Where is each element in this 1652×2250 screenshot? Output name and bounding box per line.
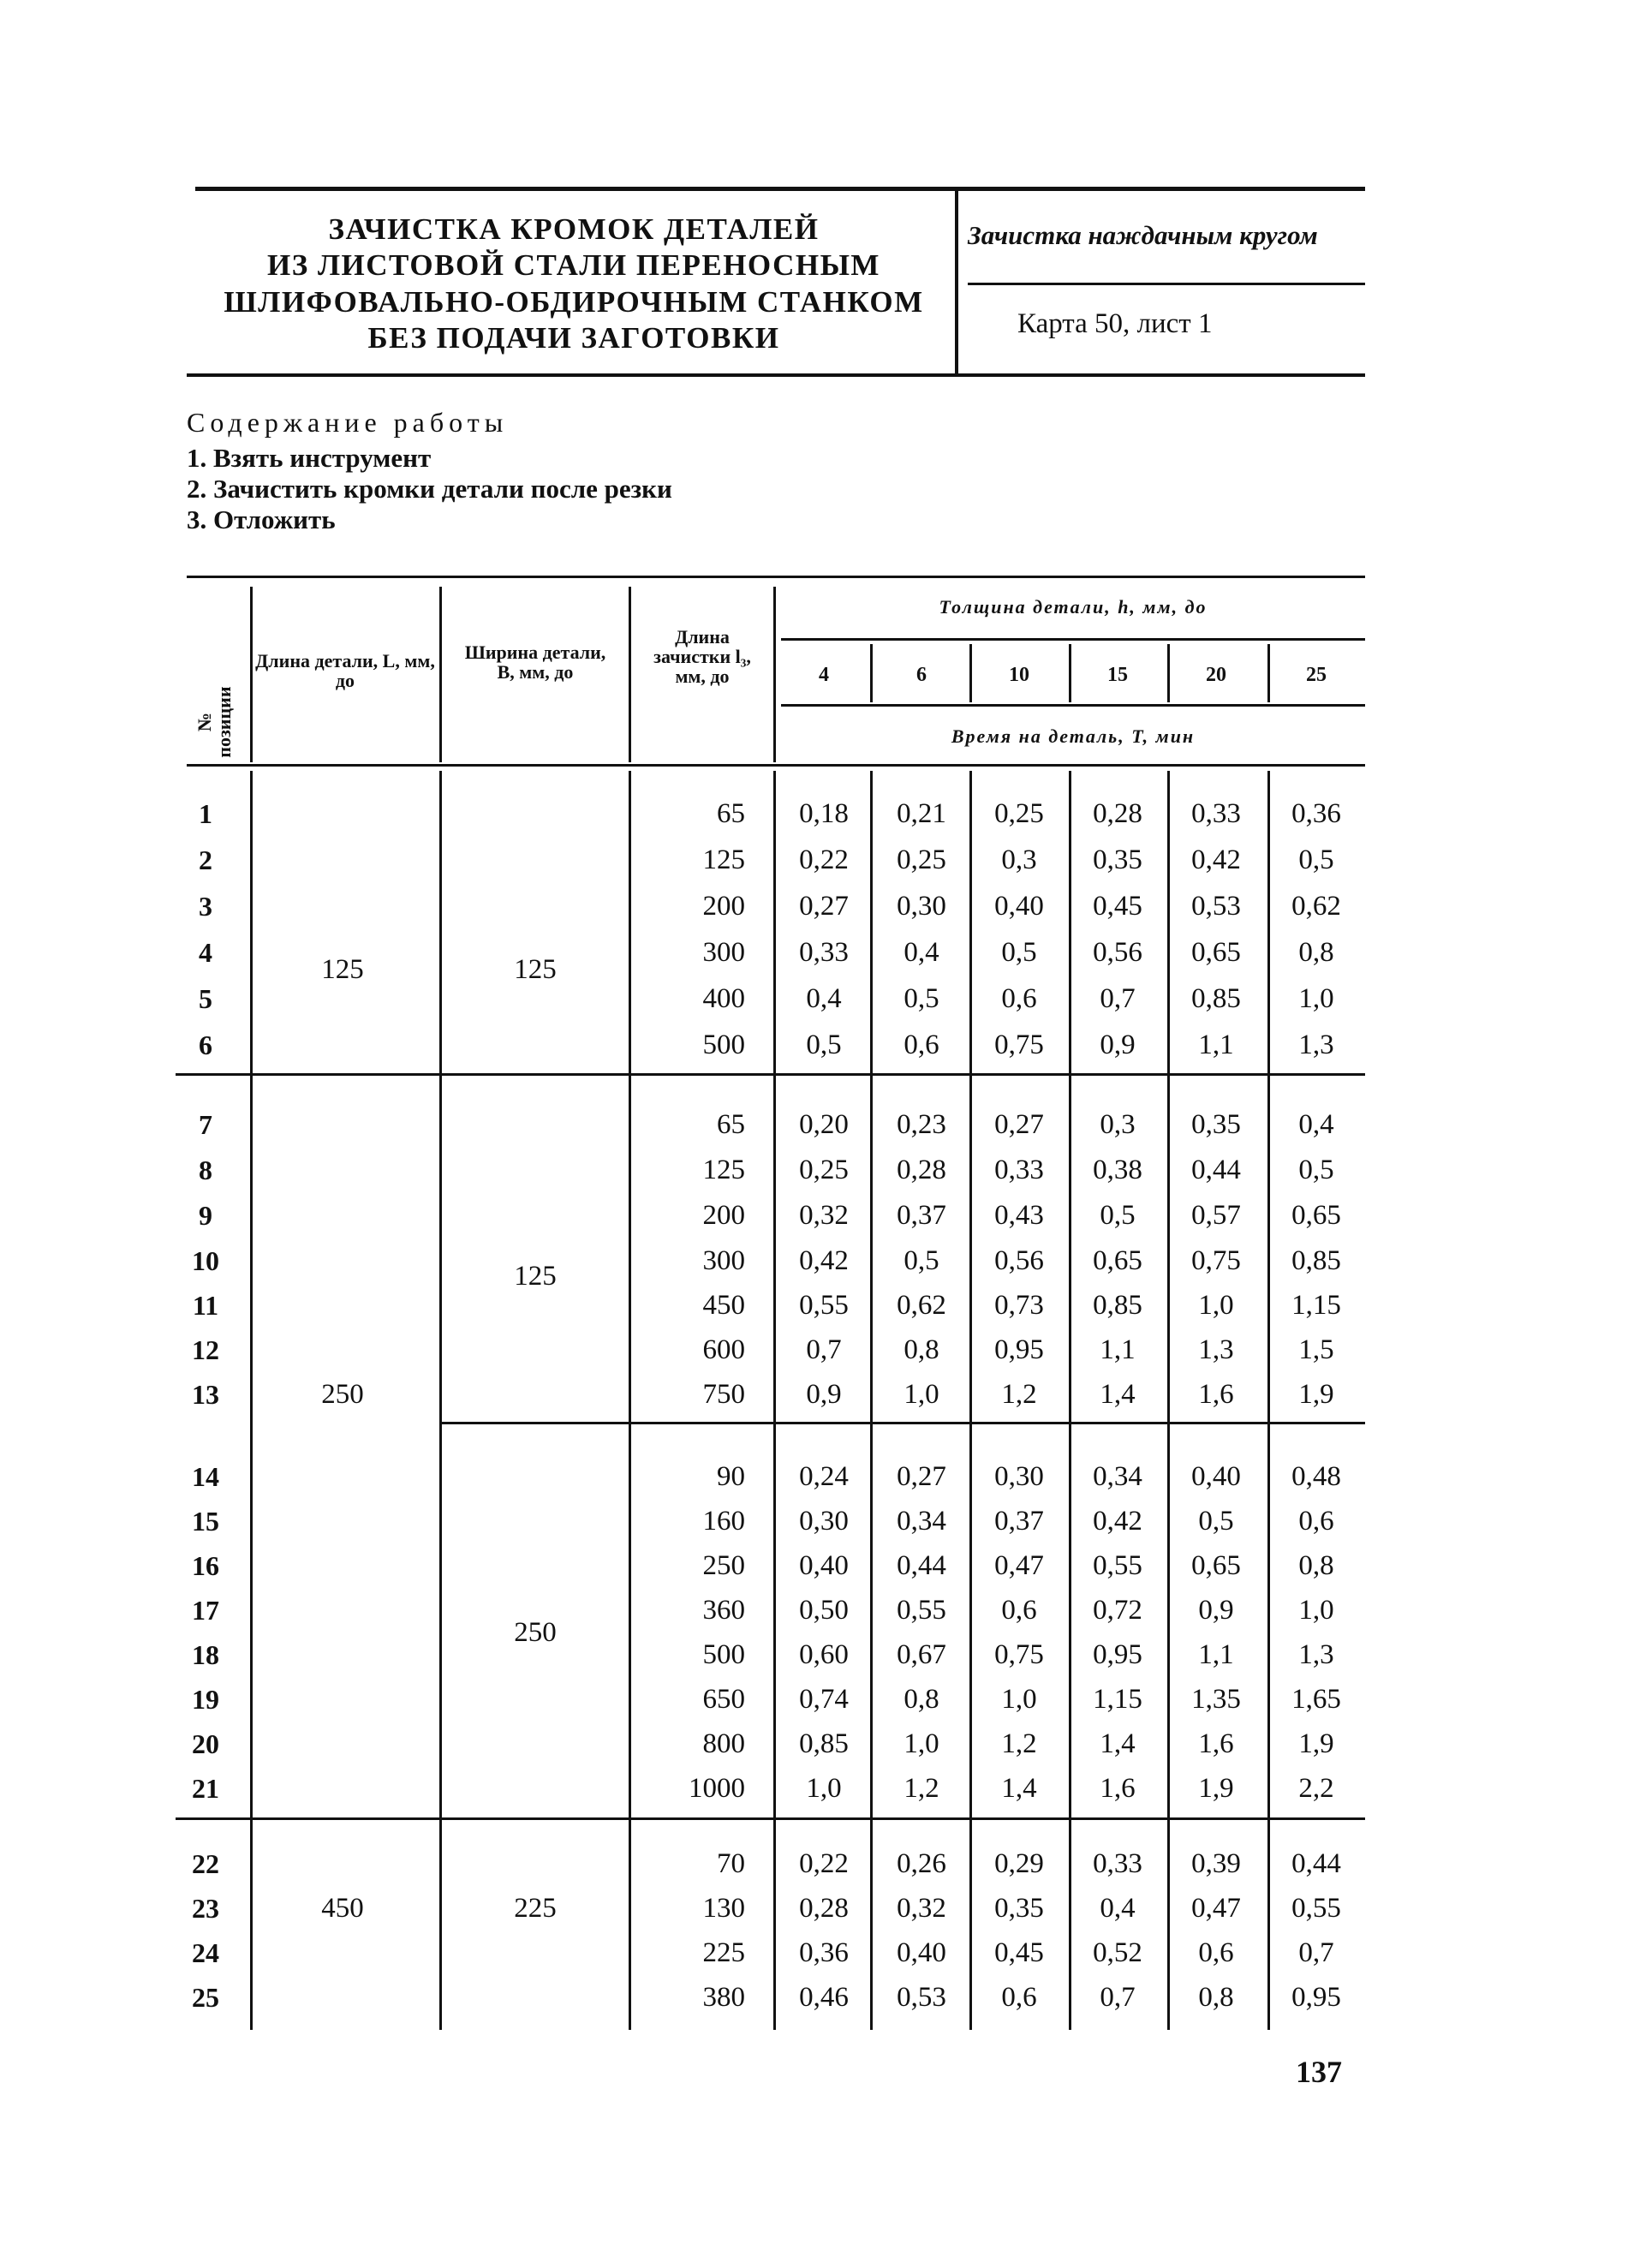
time-value: 0,21 — [897, 798, 946, 829]
time-value: 0,42 — [1191, 844, 1241, 875]
clean-length-value: 750 — [702, 1379, 745, 1410]
time-value: 0,65 — [1093, 1245, 1142, 1276]
position-number: 23 — [192, 1893, 219, 1924]
time-value: 0,50 — [799, 1595, 849, 1626]
thickness-value: 10 — [1009, 664, 1029, 686]
clean-length-value: 400 — [702, 983, 745, 1014]
clean-length-value: 300 — [702, 1245, 745, 1276]
thickness-value: 20 — [1206, 664, 1226, 686]
time-value: 0,8 — [1198, 1982, 1234, 2013]
time-value: 1,6 — [1198, 1379, 1234, 1410]
group-separator — [176, 1073, 1365, 1076]
time-value: 0,47 — [1191, 1893, 1241, 1924]
time-value: 0,56 — [1093, 937, 1142, 968]
time-value: 0,27 — [994, 1109, 1044, 1140]
detail-width-value: 225 — [514, 1893, 557, 1924]
time-value: 0,8 — [1298, 937, 1334, 968]
time-value: 0,35 — [1093, 844, 1142, 875]
position-number: 1 — [199, 798, 212, 829]
time-value: 0,23 — [897, 1109, 946, 1140]
position-number: 8 — [199, 1155, 212, 1185]
header-right-divider — [968, 283, 1365, 285]
time-value: 0,4 — [1298, 1109, 1334, 1140]
time-value: 1,9 — [1298, 1728, 1334, 1759]
step-1: 1. Взять инструмент — [187, 443, 432, 473]
title-line-1: ЗАЧИСТКА КРОМОК ДЕТАЛЕЙ — [328, 212, 820, 246]
time-value: 0,30 — [897, 891, 946, 922]
time-value: 0,27 — [897, 1461, 946, 1492]
time-value: 0,33 — [1093, 1848, 1142, 1879]
time-value: 0,22 — [799, 844, 849, 875]
clean-length-value: 650 — [702, 1684, 745, 1715]
time-value: 0,45 — [1093, 891, 1142, 922]
thickness-header-divider — [1167, 644, 1170, 702]
position-number: 2 — [199, 844, 212, 875]
time-value: 0,34 — [897, 1506, 946, 1537]
time-value: 1,9 — [1298, 1379, 1334, 1410]
clean-length-value: 360 — [702, 1595, 745, 1626]
time-value: 0,45 — [994, 1937, 1044, 1968]
time-value: 0,6 — [1298, 1506, 1334, 1537]
time-value: 0,40 — [994, 891, 1044, 922]
header-vline-3 — [629, 587, 631, 762]
thickness-header: Толщина детали, h, мм, до — [939, 596, 1208, 618]
time-value: 0,7 — [1298, 1937, 1334, 1968]
clean-length-value: 500 — [702, 1030, 745, 1060]
time-value: 0,42 — [1093, 1506, 1142, 1537]
time-value: 0,44 — [1191, 1155, 1241, 1185]
time-header: Время на деталь, T, мин — [951, 725, 1196, 747]
step-2: 2. Зачистить кромки детали после резки — [187, 474, 672, 504]
time-value: 0,95 — [1093, 1639, 1142, 1670]
time-value: 0,7 — [806, 1334, 842, 1365]
time-value: 1,1 — [1198, 1639, 1234, 1670]
clean-length-value: 65 — [717, 1109, 745, 1140]
time-value: 0,40 — [897, 1937, 946, 1968]
clean-length-value: 65 — [717, 798, 745, 829]
time-value: 1,3 — [1298, 1030, 1334, 1060]
method-label: Зачистка наждачным кругом — [968, 220, 1318, 250]
position-number: 12 — [192, 1334, 219, 1365]
time-value: 0,43 — [994, 1200, 1044, 1231]
time-value: 0,6 — [1198, 1937, 1234, 1968]
time-value: 1,0 — [1198, 1290, 1234, 1321]
time-value: 0,95 — [1291, 1982, 1341, 2013]
time-value: 0,62 — [1291, 891, 1341, 922]
position-number: 25 — [192, 1982, 219, 2013]
time-value: 1,6 — [1100, 1773, 1136, 1804]
time-value: 0,56 — [994, 1245, 1044, 1276]
time-value: 0,5 — [1001, 937, 1037, 968]
time-value: 0,42 — [799, 1245, 849, 1276]
position-number: 19 — [192, 1684, 219, 1715]
card-label: Карта 50, лист 1 — [1017, 308, 1213, 339]
header-vertical-divider — [955, 191, 958, 373]
header-top-rule — [195, 187, 1365, 191]
time-value: 0,5 — [904, 983, 939, 1014]
clean-length-value: 1000 — [689, 1773, 745, 1804]
position-number: 11 — [192, 1290, 219, 1321]
thickness-header-divider — [1069, 644, 1071, 702]
time-value: 0,35 — [994, 1893, 1044, 1924]
clean-length-value: 225 — [702, 1937, 745, 1968]
position-number: 3 — [199, 891, 212, 922]
time-value: 0,67 — [897, 1639, 946, 1670]
time-value: 0,55 — [799, 1290, 849, 1321]
time-value: 0,18 — [799, 798, 849, 829]
group-separator — [439, 1422, 1365, 1424]
time-value: 0,37 — [897, 1200, 946, 1231]
clean-length-header: Длина зачистки l₃, мм, до — [653, 626, 751, 688]
clean-length-value: 380 — [702, 1982, 745, 2013]
time-value: 1,0 — [904, 1728, 939, 1759]
length-header: Длина детали, L, мм, до — [255, 650, 435, 692]
time-value: 0,8 — [904, 1684, 939, 1715]
header-bottom-rule — [187, 373, 1365, 377]
clean-length-value: 160 — [702, 1506, 745, 1537]
position-number: 16 — [192, 1550, 219, 1581]
thickness-value: 6 — [916, 664, 927, 686]
time-value: 0,74 — [799, 1684, 849, 1715]
body-vline — [439, 771, 442, 2030]
time-value: 0,5 — [1298, 1155, 1334, 1185]
time-value: 1,0 — [1001, 1684, 1037, 1715]
time-value: 1,6 — [1198, 1728, 1234, 1759]
table-header-bottom-rule — [187, 764, 1365, 767]
title-line-4: БЕЗ ПОДАЧИ ЗАГОТОВКИ — [367, 321, 780, 355]
clean-length-value: 90 — [717, 1461, 745, 1492]
time-value: 0,46 — [799, 1982, 849, 2013]
time-value: 0,35 — [1191, 1109, 1241, 1140]
time-value: 1,3 — [1298, 1639, 1334, 1670]
clean-length-value: 450 — [702, 1290, 745, 1321]
time-value: 1,0 — [806, 1773, 842, 1804]
time-value: 0,6 — [1001, 1595, 1037, 1626]
detail-width-value: 250 — [514, 1617, 557, 1648]
time-value: 2,2 — [1298, 1773, 1334, 1804]
header-vline-1 — [250, 587, 253, 762]
time-value: 0,5 — [1198, 1506, 1234, 1537]
time-value: 1,5 — [1298, 1334, 1334, 1365]
clean-length-value: 125 — [702, 1155, 745, 1185]
time-value: 1,0 — [904, 1379, 939, 1410]
time-value: 1,2 — [904, 1773, 939, 1804]
time-value: 1,0 — [1298, 1595, 1334, 1626]
time-value: 0,3 — [1100, 1109, 1136, 1140]
time-value: 0,33 — [1191, 798, 1241, 829]
page-number: 137 — [1296, 2055, 1342, 2089]
time-value: 0,25 — [799, 1155, 849, 1185]
detail-length-value: 250 — [321, 1379, 364, 1410]
time-value: 0,53 — [897, 1982, 946, 2013]
time-value: 0,85 — [1093, 1290, 1142, 1321]
detail-width-value: 125 — [514, 954, 557, 985]
position-number: 4 — [199, 937, 212, 968]
time-value: 0,65 — [1191, 937, 1241, 968]
time-value: 0,30 — [799, 1506, 849, 1537]
time-value: 0,7 — [1100, 983, 1136, 1014]
time-value: 0,40 — [1191, 1461, 1241, 1492]
time-value: 0,53 — [1191, 891, 1241, 922]
time-value: 0,5 — [1298, 844, 1334, 875]
header-vline-2 — [439, 587, 442, 762]
time-value: 0,47 — [994, 1550, 1044, 1581]
header-vline-4 — [773, 587, 776, 762]
thickness-header-divider — [870, 644, 873, 702]
title-line-2: ИЗ ЛИСТОВОЙ СТАЛИ ПЕРЕНОСНЫМ — [267, 248, 880, 282]
time-value: 0,7 — [1100, 1982, 1136, 2013]
time-value: 1,65 — [1291, 1684, 1341, 1715]
time-value: 0,6 — [904, 1030, 939, 1060]
time-value: 0,29 — [994, 1848, 1044, 1879]
position-number: 14 — [192, 1461, 219, 1492]
time-value: 1,4 — [1100, 1728, 1136, 1759]
time-value: 1,4 — [1001, 1773, 1037, 1804]
time-value: 0,65 — [1291, 1200, 1341, 1231]
thickness-header-rule — [781, 638, 1365, 641]
table-top-rule — [187, 576, 1365, 578]
time-value: 0,38 — [1093, 1155, 1142, 1185]
time-value: 1,15 — [1291, 1290, 1341, 1321]
time-value: 0,30 — [994, 1461, 1044, 1492]
thickness-value: 4 — [819, 664, 829, 686]
thickness-value: 15 — [1107, 664, 1128, 686]
time-value: 0,25 — [897, 844, 946, 875]
time-value: 1,9 — [1198, 1773, 1234, 1804]
position-number: 13 — [192, 1379, 219, 1410]
time-value: 0,9 — [1198, 1595, 1234, 1626]
time-value: 0,28 — [799, 1893, 849, 1924]
time-value: 0,75 — [994, 1030, 1044, 1060]
time-value: 0,3 — [1001, 844, 1037, 875]
thickness-header-divider — [969, 644, 972, 702]
time-value: 0,44 — [1291, 1848, 1341, 1879]
clean-length-value: 600 — [702, 1334, 745, 1365]
time-value: 0,26 — [897, 1848, 946, 1879]
time-value: 0,37 — [994, 1506, 1044, 1537]
time-value: 0,55 — [897, 1595, 946, 1626]
position-number: 10 — [192, 1245, 219, 1276]
clean-length-value: 250 — [702, 1550, 745, 1581]
time-value: 0,32 — [799, 1200, 849, 1231]
time-value: 0,5 — [806, 1030, 842, 1060]
clean-length-value: 800 — [702, 1728, 745, 1759]
time-value: 0,32 — [897, 1893, 946, 1924]
time-value: 0,36 — [1291, 798, 1341, 829]
time-value: 0,6 — [1001, 983, 1037, 1014]
clean-length-value: 200 — [702, 891, 745, 922]
time-value: 1,2 — [1001, 1728, 1037, 1759]
clean-length-value: 70 — [717, 1848, 745, 1879]
time-value: 0,6 — [1001, 1982, 1037, 2013]
time-value: 0,75 — [1191, 1245, 1241, 1276]
time-value: 0,20 — [799, 1109, 849, 1140]
time-value: 0,75 — [994, 1639, 1044, 1670]
position-header: № позиции — [193, 686, 235, 758]
position-number: 22 — [192, 1848, 219, 1879]
time-value: 0,44 — [897, 1550, 946, 1581]
time-value: 1,3 — [1198, 1334, 1234, 1365]
position-number: 21 — [192, 1773, 219, 1804]
body-vline — [250, 771, 253, 2030]
content-heading: Содержание работы — [187, 407, 509, 438]
time-value: 0,33 — [799, 937, 849, 968]
position-number: 20 — [192, 1728, 219, 1759]
time-value: 0,39 — [1191, 1848, 1241, 1879]
time-value: 0,34 — [1093, 1461, 1142, 1492]
time-value: 0,25 — [994, 798, 1044, 829]
position-number: 9 — [199, 1200, 212, 1231]
time-value: 0,72 — [1093, 1595, 1142, 1626]
position-number: 18 — [192, 1639, 219, 1670]
time-value: 1,4 — [1100, 1379, 1136, 1410]
time-value: 0,73 — [994, 1290, 1044, 1321]
time-value: 0,4 — [1100, 1893, 1136, 1924]
time-value: 0,36 — [799, 1937, 849, 1968]
title-line-3: ШЛИФОВАЛЬНО-ОБДИРОЧНЫМ СТАНКОМ — [224, 285, 924, 319]
group-separator — [176, 1817, 1365, 1820]
clean-length-value: 130 — [702, 1893, 745, 1924]
time-value: 0,8 — [1298, 1550, 1334, 1581]
position-number: 24 — [192, 1937, 219, 1968]
time-value: 0,57 — [1191, 1200, 1241, 1231]
time-value: 0,55 — [1093, 1550, 1142, 1581]
time-value: 0,9 — [806, 1379, 842, 1410]
time-value: 1,0 — [1298, 983, 1334, 1014]
position-number: 6 — [199, 1030, 212, 1060]
time-value: 0,4 — [806, 983, 842, 1014]
time-value: 0,85 — [1291, 1245, 1341, 1276]
time-value: 0,27 — [799, 891, 849, 922]
detail-length-value: 450 — [321, 1893, 364, 1924]
clean-length-value: 500 — [702, 1639, 745, 1670]
detail-width-value: 125 — [514, 1261, 557, 1292]
time-value: 0,48 — [1291, 1461, 1341, 1492]
time-value: 0,60 — [799, 1639, 849, 1670]
time-value: 0,52 — [1093, 1937, 1142, 1968]
time-value: 0,62 — [897, 1290, 946, 1321]
time-value: 0,24 — [799, 1461, 849, 1492]
time-value: 0,8 — [904, 1334, 939, 1365]
position-number: 17 — [192, 1595, 219, 1626]
body-vline — [629, 771, 631, 2030]
body-vline — [773, 771, 776, 2030]
time-value: 1,2 — [1001, 1379, 1037, 1410]
time-value: 1,15 — [1093, 1684, 1142, 1715]
position-number: 5 — [199, 983, 212, 1014]
step-3: 3. Отложить — [187, 504, 336, 534]
clean-length-value: 300 — [702, 937, 745, 968]
time-value: 0,5 — [1100, 1200, 1136, 1231]
detail-length-value: 125 — [321, 954, 364, 985]
time-value: 0,40 — [799, 1550, 849, 1581]
time-header-rule — [781, 704, 1365, 707]
time-value: 0,9 — [1100, 1030, 1136, 1060]
time-value: 0,55 — [1291, 1893, 1341, 1924]
thickness-header-divider — [1267, 644, 1270, 702]
time-value: 0,4 — [904, 937, 939, 968]
time-value: 0,33 — [994, 1155, 1044, 1185]
time-value: 0,85 — [799, 1728, 849, 1759]
width-header: Ширина детали, B, мм, до — [464, 642, 606, 683]
time-value: 0,85 — [1191, 983, 1241, 1014]
position-number: 7 — [199, 1109, 212, 1140]
time-value: 0,22 — [799, 1848, 849, 1879]
time-value: 1,1 — [1198, 1030, 1234, 1060]
clean-length-value: 200 — [702, 1200, 745, 1231]
time-value: 0,28 — [897, 1155, 946, 1185]
time-value: 0,95 — [994, 1334, 1044, 1365]
time-value: 0,5 — [904, 1245, 939, 1276]
time-value: 0,65 — [1191, 1550, 1241, 1581]
time-value: 1,1 — [1100, 1334, 1136, 1365]
clean-length-value: 125 — [702, 844, 745, 875]
thickness-value: 25 — [1306, 664, 1327, 686]
time-value: 0,28 — [1093, 798, 1142, 829]
position-number: 15 — [192, 1506, 219, 1537]
time-value: 1,35 — [1191, 1684, 1241, 1715]
